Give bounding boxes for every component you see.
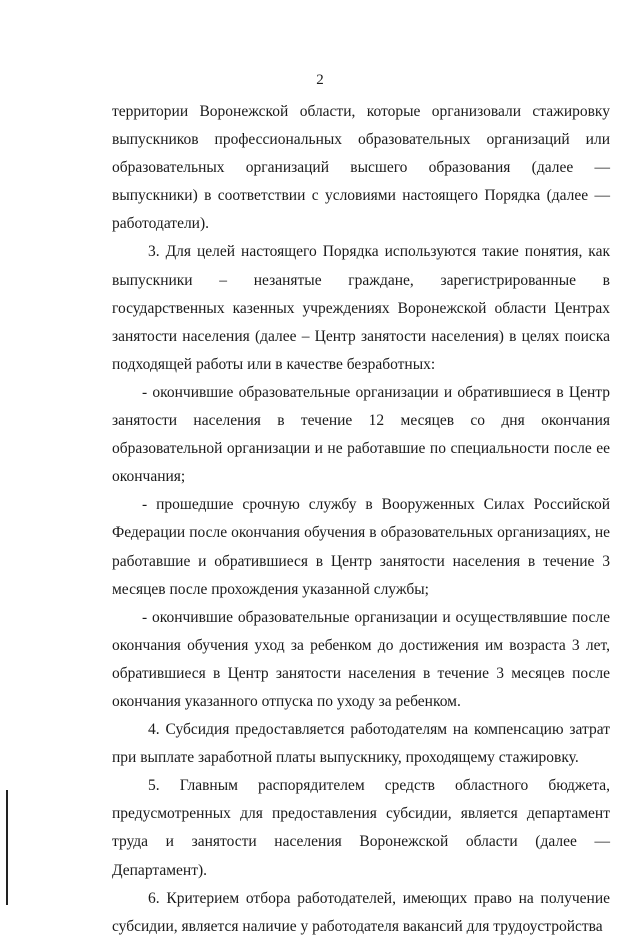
document-body xyxy=(112,98,610,941)
scan-margin-line xyxy=(6,790,8,905)
paragraph-continuation: территории Воронежской области, которые организовали стажировку выпускников профессиональных образовательных организаций или образовательных организаций высшего образования (далее — выпускники) в соответствии с условиями настоящего Порядка (далее — работодатели). xyxy=(112,103,610,233)
paragraph-3: 3. Для целей настоящего Порядка используются такие понятия, как выпускники – незанятые граждане, зарегистрированные в государственных казенных учреждениях Воронежской области Центрах занятости населения (далее – Центр занятости населения) в целях поиска подходящей работы или в качестве безработных: xyxy=(112,243,610,373)
paragraph-5: 5. Главным распорядителем средств областного бюджета, предусмотренных для предоставления субсидии, является департамент труда и занятости населения Воронежской области (далее — Департамент). xyxy=(112,777,610,879)
list-item-military-service: - прошедшие срочную службу в Вооруженных Силах Российской Федерации после окончания обучения в образовательных организациях, не работавшие и обратившиеся в Центр занятости населения в течение 3 месяцев после прохождения указанной службы; xyxy=(112,496,610,598)
page-number: 2 xyxy=(316,72,324,88)
list-item-childcare: - окончившие образовательные организации и осуществлявшие после окончания обучения уход за ребенком до достижения им возраста 3 лет, обратившиеся в Центр занятости населения в течение 3 месяцев после окончания указанного отпуска по уходу за ребенком. xyxy=(112,608,610,710)
paragraph-4: 4. Субсидия предоставляется работодателям на компенсацию затрат при выплате заработной платы выпускнику, проходящему стажировку. xyxy=(112,721,610,767)
paragraph-6: 6. Критерием отбора работодателей, имеющих право на получение субсидии, является наличие у работодателя вакансий для трудоустройства xyxy=(112,889,610,935)
list-item-graduates: - окончившие образовательные организации и обратившиеся в Центр занятости населения в течение 12 месяцев со дня окончания образовательной организации и не работавшие по специальности после ее окончания; xyxy=(112,383,610,486)
